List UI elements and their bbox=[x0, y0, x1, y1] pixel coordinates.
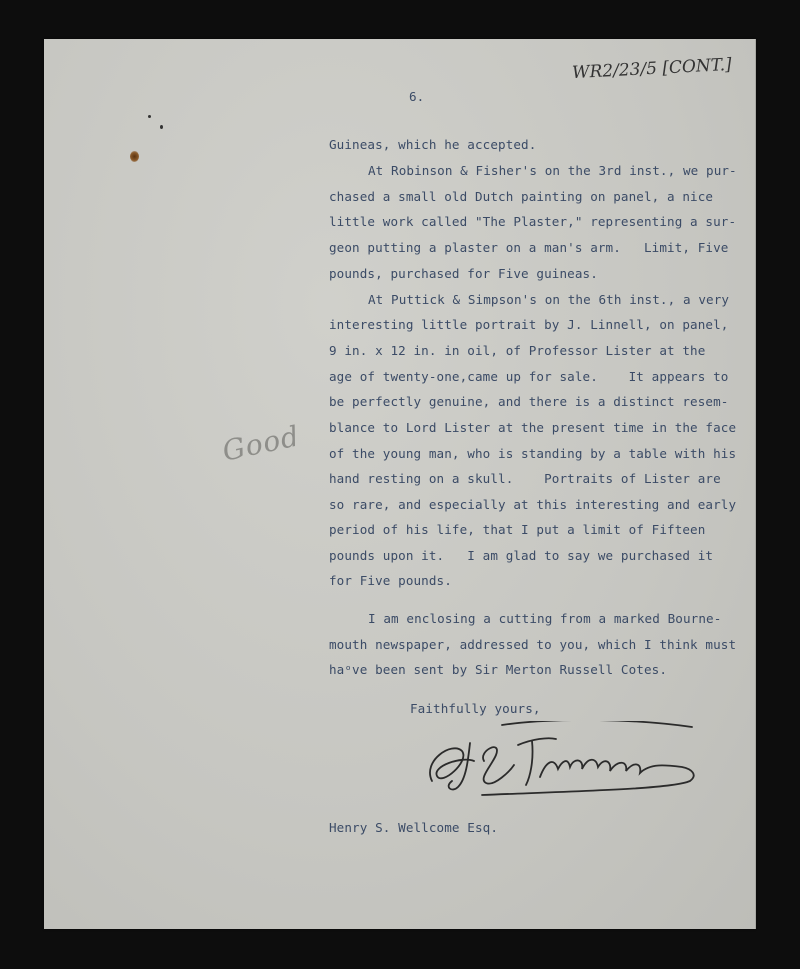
body-line: age of twenty-one,came up for sale. It appears to bbox=[329, 369, 729, 384]
body-line: hand resting on a skull. Portraits of Lister are bbox=[329, 471, 721, 486]
letter-page bbox=[44, 39, 755, 929]
page-number: 6. bbox=[409, 89, 425, 104]
body-line: pounds upon it. I am glad to say we purchased it bbox=[329, 548, 714, 563]
body-line: be perfectly genuine, and there is a distinct resem- bbox=[329, 394, 729, 409]
body-line: I am enclosing a cutting from a marked Bourne- bbox=[368, 611, 722, 626]
speck-mark bbox=[148, 115, 151, 118]
body-line: chased a small old Dutch painting on panel, a nice bbox=[329, 189, 714, 204]
speck-mark bbox=[160, 125, 163, 129]
body-line: Guineas, which he accepted. bbox=[329, 137, 537, 152]
body-line: interesting little portrait by J. Linnell, on panel, bbox=[329, 317, 729, 332]
signature bbox=[422, 721, 702, 801]
body-line: so rare, and especially at this interesting and early bbox=[329, 497, 737, 512]
closing: Faithfully yours, bbox=[410, 701, 541, 716]
body-line: 9 in. x 12 in. in oil, of Professor Lister at the bbox=[329, 343, 706, 358]
body-line: pounds, purchased for Five guineas. bbox=[329, 266, 598, 281]
body-line: geon putting a plaster on a man's arm. Limit, Five bbox=[329, 240, 729, 255]
recipient: Henry S. Wellcome Esq. bbox=[329, 820, 499, 835]
body-line: period of his life, that I put a limit of Fifteen bbox=[329, 522, 706, 537]
body-line: blance to Lord Lister at the present time in the face bbox=[329, 420, 737, 435]
body-line: mouth newspaper, addressed to you, which I think must bbox=[329, 637, 737, 652]
rust-stain bbox=[130, 151, 139, 162]
body-line: haᵒve been sent by Sir Merton Russell Cotes. bbox=[329, 662, 668, 677]
body-line: little work called "The Plaster," representing a sur- bbox=[329, 214, 737, 229]
pencil-annotation: Good bbox=[219, 419, 303, 468]
body-line: At Puttick & Simpson's on the 6th inst., a very bbox=[368, 292, 730, 307]
body-line: for Five pounds. bbox=[329, 573, 452, 588]
body-line: of the young man, who is standing by a table with his bbox=[329, 446, 737, 461]
body-line: At Robinson & Fisher's on the 3rd inst., we pur- bbox=[368, 163, 737, 178]
archive-reference: WR2/23/5 [CONT.] bbox=[571, 54, 733, 84]
